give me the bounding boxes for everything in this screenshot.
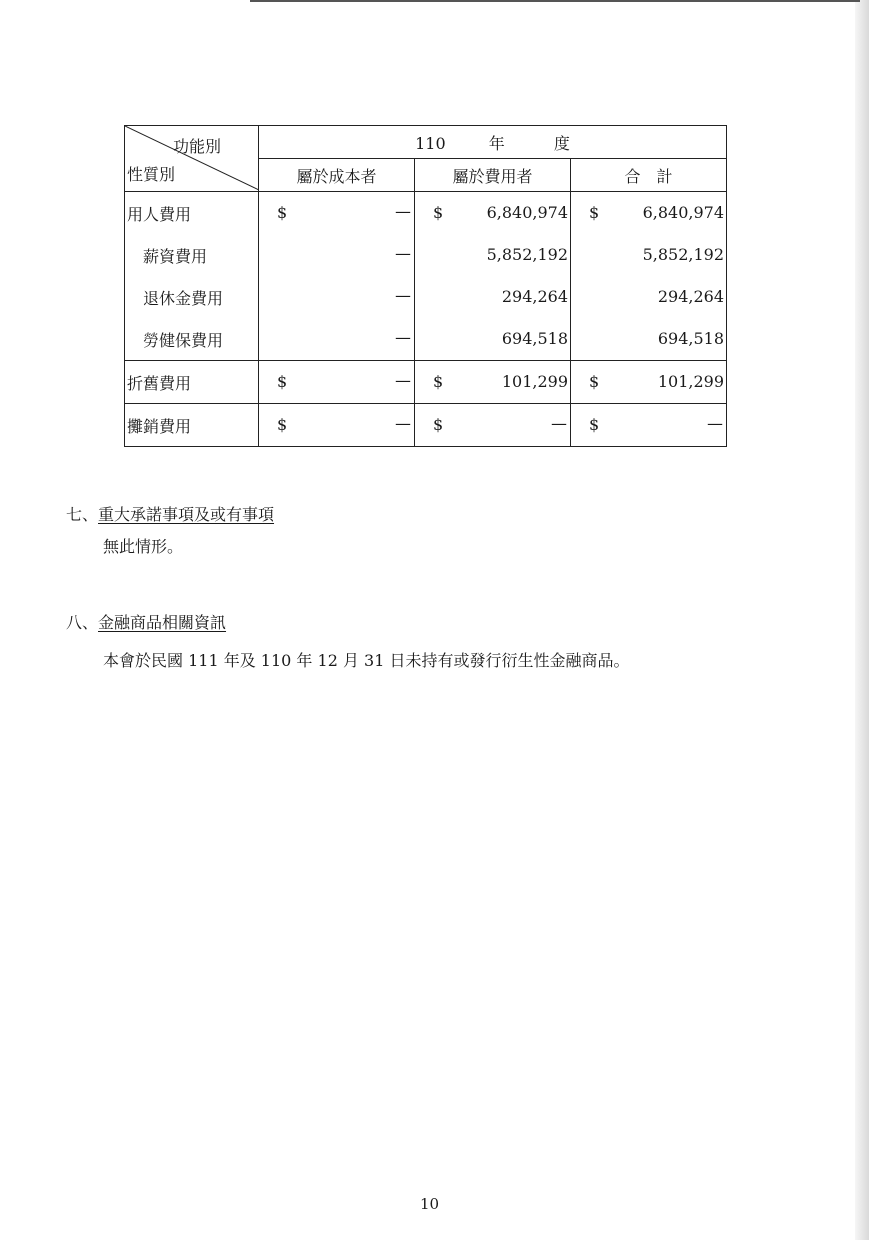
section-7-body: 無此情形。 [103, 537, 184, 556]
cell-value: — [395, 202, 411, 221]
column-header-expense: 屬於費用者 [415, 159, 571, 192]
year-char-2: 度 [553, 133, 570, 153]
cell-value: 694,518 [501, 329, 568, 348]
cell-value: 101,299 [501, 372, 568, 391]
section-8-body: 本會於民國 111 年及 110 年 12 月 31 日未持有或發行衍生性金融商品。 [103, 651, 630, 670]
cell-value: — [395, 414, 411, 433]
cell-value: — [395, 371, 411, 390]
cell-value: 6,840,974 [642, 203, 724, 222]
table-row [125, 318, 727, 361]
currency-symbol: $ [589, 415, 600, 434]
table-row [125, 404, 727, 447]
cell-cost [259, 192, 415, 235]
corner-top-label: 功能別 [173, 137, 222, 156]
currency-symbol: $ [433, 203, 444, 222]
cell-expense [415, 404, 571, 447]
cell-value: 294,264 [501, 287, 568, 306]
cell-total [571, 404, 727, 447]
cell-cost [259, 234, 415, 276]
row-label: 薪資費用 [125, 234, 259, 276]
currency-symbol: $ [277, 415, 288, 434]
section-7-number: 七、 [66, 505, 99, 524]
cell-total [571, 361, 727, 404]
year-header [259, 126, 727, 159]
section-8-number: 八、 [66, 613, 99, 632]
table-row [125, 361, 727, 404]
cell-value: — [395, 286, 411, 305]
cell-cost [259, 404, 415, 447]
table-row [125, 192, 727, 235]
cell-value: 694,518 [657, 329, 724, 348]
column-header-total: 合 計 [571, 159, 727, 192]
year-number: 110 [415, 133, 446, 153]
cell-cost [259, 318, 415, 361]
table-corner-header [125, 126, 259, 192]
section-8-title: 金融商品相關資訊 [98, 613, 227, 632]
year-char-1: 年 [488, 133, 505, 153]
row-label: 勞健保費用 [125, 318, 259, 361]
cell-value: — [707, 414, 723, 433]
cell-cost [259, 276, 415, 318]
cell-expense [415, 361, 571, 404]
row-label: 攤銷費用 [125, 404, 259, 447]
section-7-heading [66, 502, 274, 525]
cell-value: 5,852,192 [486, 245, 568, 264]
table-row [125, 234, 727, 276]
cell-expense [415, 234, 571, 276]
cell-expense [415, 192, 571, 235]
cell-total [571, 234, 727, 276]
currency-symbol: $ [433, 372, 444, 391]
cell-total [571, 276, 727, 318]
currency-symbol: $ [277, 203, 288, 222]
cell-cost [259, 361, 415, 404]
cell-value: — [395, 244, 411, 263]
section-8-heading [66, 610, 226, 633]
currency-symbol: $ [589, 203, 600, 222]
expense-table [124, 125, 727, 447]
table-row [125, 276, 727, 318]
cell-value: 5,852,192 [642, 245, 724, 264]
row-label: 退休金費用 [125, 276, 259, 318]
cell-value: 294,264 [657, 287, 724, 306]
cell-value: 101,299 [657, 372, 724, 391]
corner-bottom-label: 性質別 [127, 165, 176, 184]
cell-value: — [395, 328, 411, 347]
currency-symbol: $ [277, 372, 288, 391]
top-rule [250, 0, 860, 2]
row-label: 折舊費用 [125, 361, 259, 404]
cell-total [571, 318, 727, 361]
row-label: 用人費用 [125, 192, 259, 235]
cell-expense [415, 318, 571, 361]
cell-expense [415, 276, 571, 318]
currency-symbol: $ [589, 372, 600, 391]
column-header-cost: 屬於成本者 [259, 159, 415, 192]
cell-total [571, 192, 727, 235]
section-7-title: 重大承諾事項及或有事項 [98, 505, 275, 524]
currency-symbol: $ [433, 415, 444, 434]
page-number: 10 [420, 1195, 440, 1213]
cell-value: 6,840,974 [486, 203, 568, 222]
cell-value: — [551, 414, 567, 433]
page-edge-shadow [855, 0, 869, 1240]
